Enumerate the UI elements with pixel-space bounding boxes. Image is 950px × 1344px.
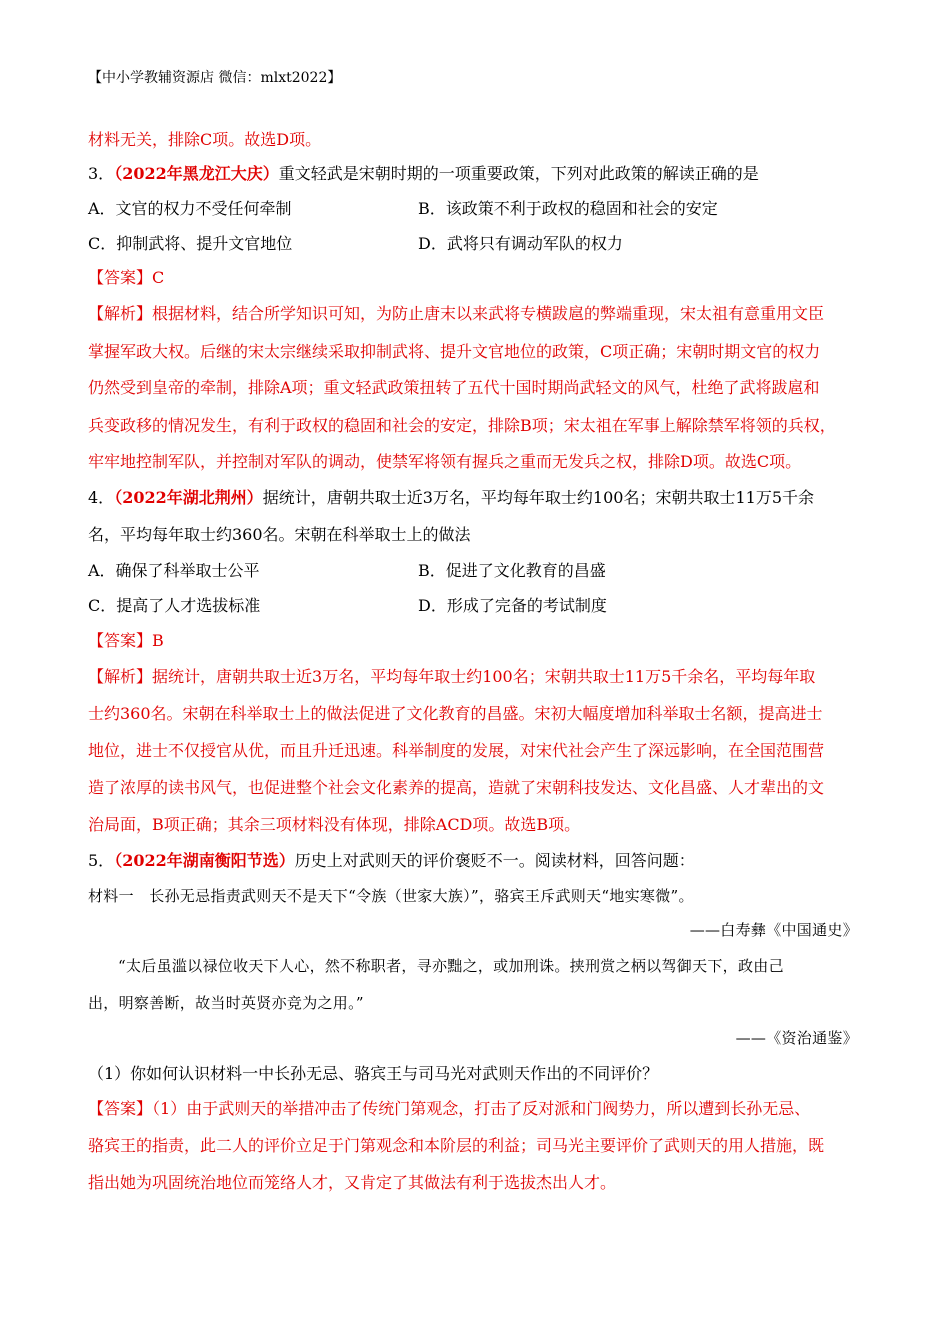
q4-stem-text: 据统计，唐朝共取士近3万名，平均每年取士约100名；宋朝共取士11万5千余 <box>262 488 814 507</box>
q3-analysis-line <box>88 304 868 324</box>
q4-option-d: D．形成了完备的考试制度 <box>418 596 607 615</box>
q4-option-c: C．提高了人才选拔标准 <box>88 596 261 615</box>
q3-options-row-1 <box>88 199 868 219</box>
q3-analysis-line: 仍然受到皇帝的牵制，排除A项；重文轻武政策扭转了五代十国时期尚武轻文的风气，杜绝了武将跋扈和 <box>88 378 820 397</box>
section-marker: 【答案】 <box>88 268 153 287</box>
section-text: 据统计，唐朝共取士近3万名，平均每年取士约100名；宋朝共取士11万5千余名，平均每年取 <box>152 667 816 686</box>
page-header: 【中小学教辅资源店 微信：mlxt2022】 <box>88 70 342 86</box>
q3-option-d: D．武将只有调动军队的权力 <box>418 234 623 253</box>
q5-stem <box>88 851 868 871</box>
q3-answer <box>88 268 868 288</box>
q5-material-1-source: ——白寿彝《中国通史》 <box>689 921 858 939</box>
previous-answer-tail: 材料无关，排除C项。故选D项。 <box>88 130 322 149</box>
q3-number: 3． <box>88 164 115 183</box>
q5-number: 5． <box>88 851 115 870</box>
q3-stem <box>88 164 868 184</box>
q5-answer-line: 骆宾王的指责，此二人的评价立足于门第观念和本阶层的利益；司马光主要评价了武则天的用人措施，既 <box>88 1136 825 1155</box>
section-text: （1）由于武则天的举措冲击了传统门第观念，打击了反对派和门阀势力，所以遭到长孙无忌、 <box>152 1099 811 1118</box>
section-marker: 【解析】 <box>88 667 153 686</box>
section-text: C <box>152 268 165 287</box>
q5-stem-text: 历史上对武则天的评价褒贬不一。阅读材料，回答问题： <box>294 851 695 870</box>
q4-options-row-1 <box>88 561 868 581</box>
q3-analysis-line: 掌握军政大权。后继的宋太宗继续采取抑制武将、提升文官地位的政策，C项正确；宋朝时期文官的权力 <box>88 342 821 361</box>
q4-analysis-line: 士约360名。宋朝在科举取士上的做法促进了文化教育的昌盛。宋初大幅度增加科举取士名额，提高进士 <box>88 704 823 723</box>
q5-answer-line <box>88 1099 868 1119</box>
q3-source: （2022年黑龙江大庆） <box>114 164 279 183</box>
section-marker: 【答案】 <box>88 631 153 650</box>
section-text: 根据材料，结合所学知识可知，为防止唐末以来武将专横跋扈的弊端重现，宋太祖有意重用文臣 <box>152 304 825 323</box>
q3-options-row-2 <box>88 234 868 254</box>
q3-analysis-line: 兵变政移的情况发生，有利于政权的稳固和社会的安定，排除B项；宋太祖在军事上解除禁军将领的兵权， <box>88 416 836 435</box>
q3-analysis-line: 牢牢地控制军队，并控制对军队的调动，使禁军将领有握兵之重而无发兵之权，排除D项。故选C项。 <box>88 452 802 471</box>
q4-analysis-line: 地位，进士不仅授官从优，而且升迁迅速。科举制度的发展，对宋代社会产生了深远影响，在全国范围营 <box>88 741 825 760</box>
q3-stem-text: 重文轻武是宋朝时期的一项重要政策，下列对此政策的解读正确的是 <box>278 164 759 183</box>
q3-option-c: C．抑制武将、提升文官地位 <box>88 234 293 253</box>
q4-option-a: A．确保了科举取士公平 <box>88 561 260 580</box>
section-text: B <box>152 631 164 650</box>
q5-material-2-line-1: “太后虽滥以禄位收天下人心，然不称职者，寻亦黜之，或加刑诛。挟刑赏之柄以驾御天下，政由己 <box>118 957 784 975</box>
q3-option-a: A．文官的权力不受任何牵制 <box>88 199 292 218</box>
q5-material-1: 材料一 长孙无忌指责武则天不是天下“令族（世家大族）”，骆宾王斥武则天“地实寒微”。 <box>88 887 694 905</box>
q4-answer <box>88 631 868 651</box>
q4-source: （2022年湖北荆州） <box>114 488 263 507</box>
q4-options-row-2 <box>88 596 868 616</box>
q3-option-b: B．该政策不利于政权的稳固和社会的安定 <box>418 199 718 218</box>
q4-stem-line-2: 名，平均每年取士约360名。宋朝在科举取士上的做法 <box>88 525 471 544</box>
section-marker: 【答案】 <box>88 1099 153 1118</box>
q5-material-2-source: ——《资治通鉴》 <box>735 1029 858 1047</box>
q4-number: 4． <box>88 488 115 507</box>
q4-analysis-line: 治局面，B项正确；其余三项材料没有体现，排除ACD项。故选B项。 <box>88 815 581 834</box>
section-marker: 【解析】 <box>88 304 153 323</box>
q5-answer-line: 指出她为巩固统治地位而笼络人才，又肯定了其做法有利于选拔杰出人才。 <box>88 1173 617 1192</box>
q5-source: （2022年湖南衡阳节选） <box>114 851 295 870</box>
q5-material-2-line-2: 出，明察善断，故当时英贤亦竞为之用。” <box>88 994 364 1012</box>
q4-stem <box>88 488 868 508</box>
q4-analysis-line <box>88 667 868 687</box>
q4-option-b: B．促进了文化教育的昌盛 <box>418 561 606 580</box>
q4-analysis-line: 造了浓厚的读书风气，也促进整个社会文化素养的提高，造就了宋朝科技发达、文化昌盛、人才辈出的文 <box>88 778 825 797</box>
q5-sub-question-1: （1）你如何认识材料一中长孙无忌、骆宾王与司马光对武则天作出的不同评价？ <box>88 1064 659 1083</box>
